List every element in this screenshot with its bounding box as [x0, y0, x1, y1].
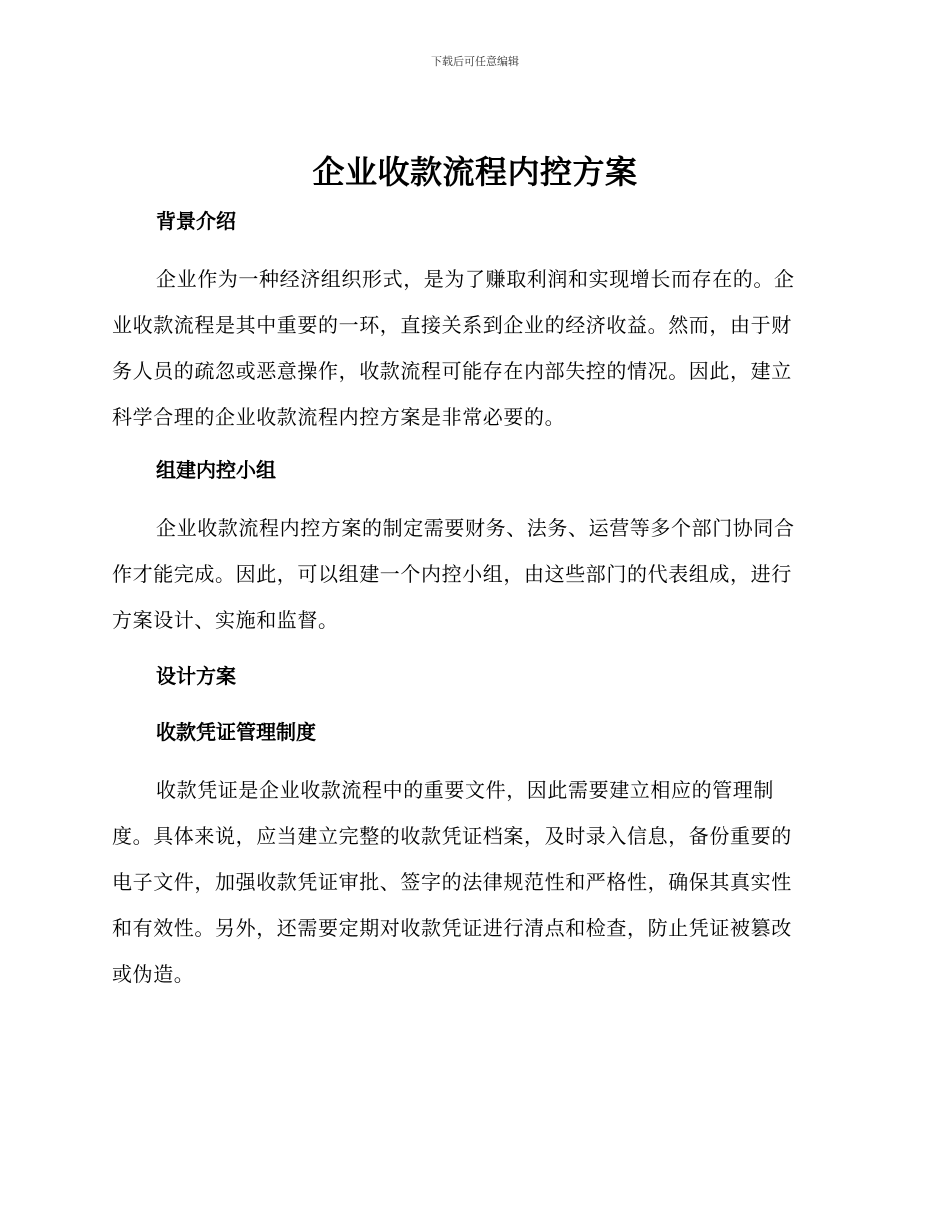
paragraph-line: 企业作为一种经济组织形式，是为了赚取利润和实现增长而存在的。企 — [156, 267, 795, 291]
paragraph-line: 业收款流程是其中重要的一环，直接关系到企业的经济收益。然而，由于财 — [112, 313, 792, 337]
paragraph-line: 收款凭证是企业收款流程中的重要文件，因此需要建立相应的管理制 — [156, 778, 774, 802]
paragraph-line: 方案设计、实施和监督。 — [112, 608, 339, 632]
page-header-note: 下载后可任意编辑 — [431, 55, 519, 68]
section-heading-design: 设计方案 — [156, 664, 236, 688]
document-title: 企业收款流程内控方案 — [312, 153, 638, 191]
paragraph-line: 和有效性。另外，还需要定期对收款凭证进行清点和检查，防止凭证被篡改 — [112, 916, 792, 940]
section-heading-background: 背景介绍 — [156, 209, 236, 233]
paragraph-line: 科学合理的企业收款流程内控方案是非常必要的。 — [112, 405, 566, 429]
paragraph-team — [112, 514, 852, 652]
paragraph-line: 电子文件，加强收款凭证审批、签字的法律规范性和严格性，确保其真实性 — [112, 870, 792, 894]
paragraph-line: 企业收款流程内控方案的制定需要财务、法务、运营等多个部门协同合 — [156, 516, 795, 540]
paragraph-line: 作才能完成。因此，可以组建一个内控小组，由这些部门的代表组成，进行 — [112, 562, 792, 586]
section-heading-voucher: 收款凭证管理制度 — [156, 720, 316, 744]
paragraph-background — [112, 265, 852, 449]
paragraph-voucher — [112, 776, 852, 1006]
paragraph-line: 度。具体来说，应当建立完整的收款凭证档案，及时录入信息，备份重要的 — [112, 824, 792, 848]
paragraph-line: 务人员的疏忽或恶意操作，收款流程可能存在内部失控的情况。因此，建立 — [112, 359, 792, 383]
paragraph-line: 或伪造。 — [112, 962, 195, 986]
section-heading-team: 组建内控小组 — [156, 458, 276, 482]
